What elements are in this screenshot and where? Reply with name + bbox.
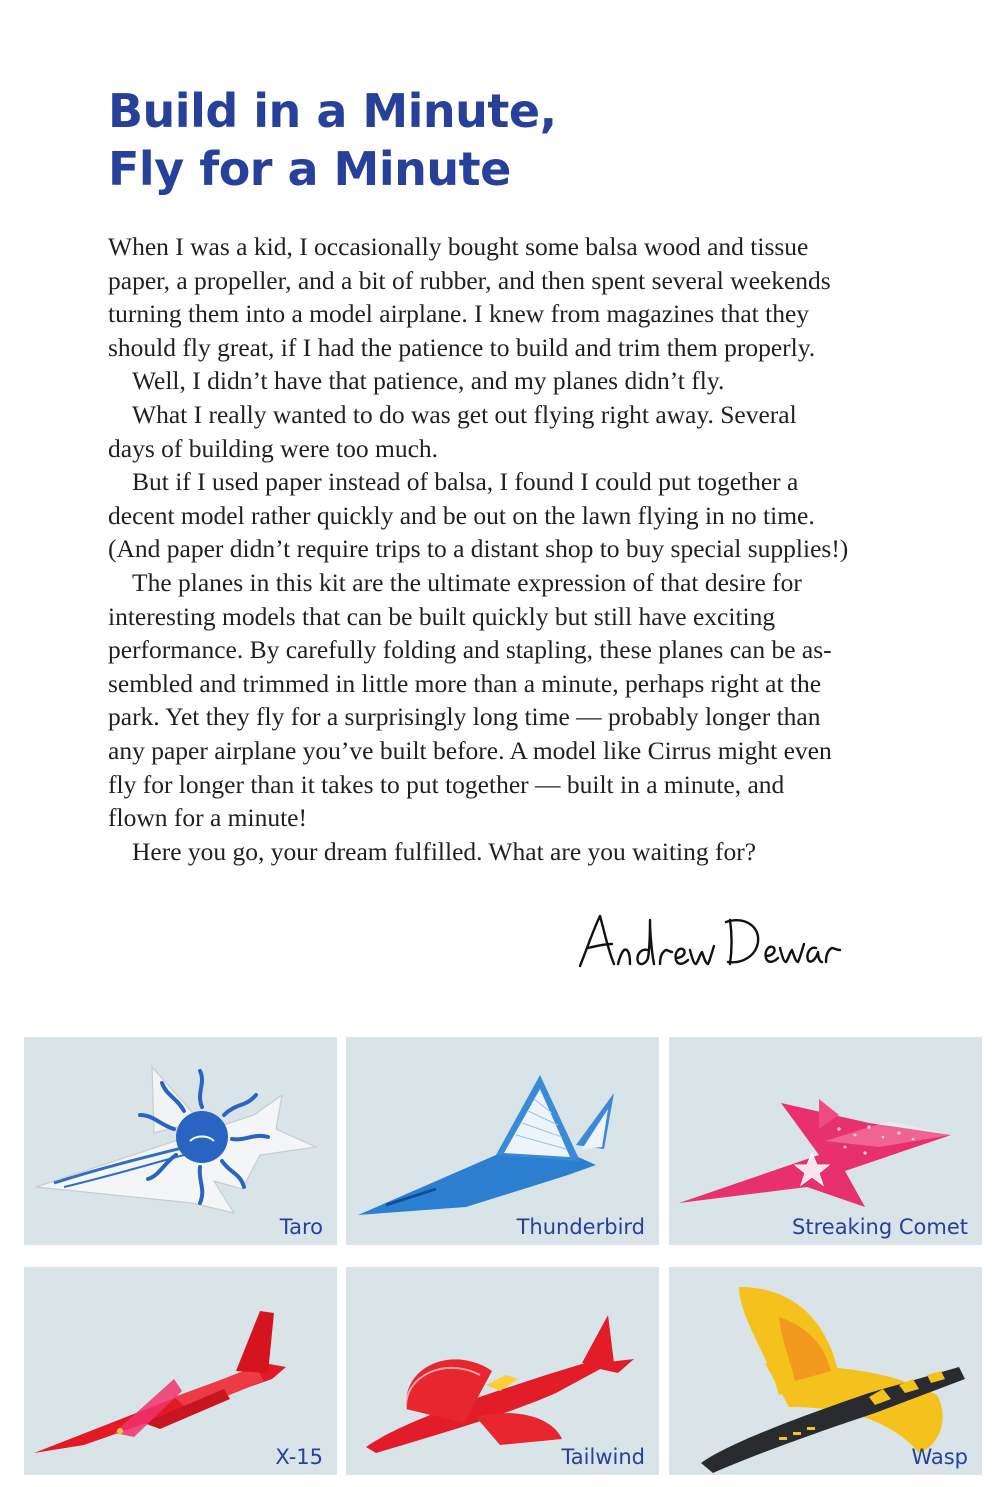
body-line: flown for a minute! — [108, 803, 307, 833]
plane-label-x-15: X-15 — [275, 1445, 323, 1469]
plane-label-thunderbird: Thunderbird — [516, 1215, 645, 1239]
plane-card-wasp — [669, 1267, 982, 1475]
body-line: days of building were too much. — [108, 433, 439, 463]
body-line: should fly great, if I had the patience to build and trim them properly. — [108, 332, 816, 362]
plane-label-wasp: Wasp — [911, 1445, 968, 1469]
title-line-1: Build in a Minute, — [108, 84, 557, 138]
body-line: park. Yet they fly for a surprisingly long time — probably longer than — [108, 702, 821, 732]
red-rocket-plane-icon — [24, 1267, 337, 1475]
plane-card-streaking-comet — [669, 1037, 982, 1245]
body-line: sembled and trimmed in little more than a minute, perhaps right at the — [108, 668, 822, 698]
red-racer-plane-icon — [346, 1267, 659, 1475]
plane-gallery — [24, 1037, 996, 1487]
yellow-black-plane-icon — [669, 1267, 982, 1475]
body-line: The planes in this kit are the ultimate expression of that desire for — [132, 567, 802, 597]
body-line: (And paper didn’t require trips to a distant shop to buy special supplies!) — [108, 534, 849, 564]
body-line: What I really wanted to do was get out flying right away. Several — [132, 399, 797, 429]
plane-card-x-15 — [24, 1267, 337, 1475]
plane-label-taro: Taro — [279, 1215, 323, 1239]
body-line: performance. By carefully folding and stapling, these planes can be as- — [108, 635, 832, 665]
plane-card-tailwind — [346, 1267, 659, 1475]
body-line: any paper airplane you’ve built before. A model like Cirrus might even — [108, 735, 832, 765]
blue-jet-plane-icon — [346, 1037, 659, 1245]
body-line: paper, a propeller, and a bit of rubber, and then spent several weekends — [108, 265, 831, 295]
body-line: fly for longer than it takes to put together — built in a minute, and — [108, 769, 785, 799]
plane-card-taro — [24, 1037, 337, 1245]
pink-delta-plane-icon — [669, 1037, 982, 1245]
body-line: Well, I didn’t have that patience, and my planes didn’t fly. — [132, 366, 725, 396]
body-line: turning them into a model airplane. I knew from magazines that they — [108, 299, 810, 329]
body-line: But if I used paper instead of balsa, I found I could put together a — [132, 467, 799, 497]
title-line-2: Fly for a Minute — [108, 142, 511, 196]
plane-label-tailwind: Tailwind — [561, 1445, 645, 1469]
body-line: interesting models that can be built quickly but still have exciting — [108, 601, 776, 631]
page-title — [108, 82, 908, 198]
author-signature — [570, 906, 850, 978]
body-line: Here you go, your dream fulfilled. What are you waiting for? — [132, 836, 757, 866]
body-line: decent model rather quickly and be out on the lawn flying in no time. — [108, 500, 815, 530]
sun-star-plane-icon — [24, 1037, 337, 1245]
plane-card-thunderbird — [346, 1037, 659, 1245]
body-line: When I was a kid, I occasionally bought some balsa wood and tissue — [108, 232, 809, 261]
plane-label-streaking-comet: Streaking Comet — [792, 1215, 968, 1239]
article-body — [108, 230, 908, 868]
